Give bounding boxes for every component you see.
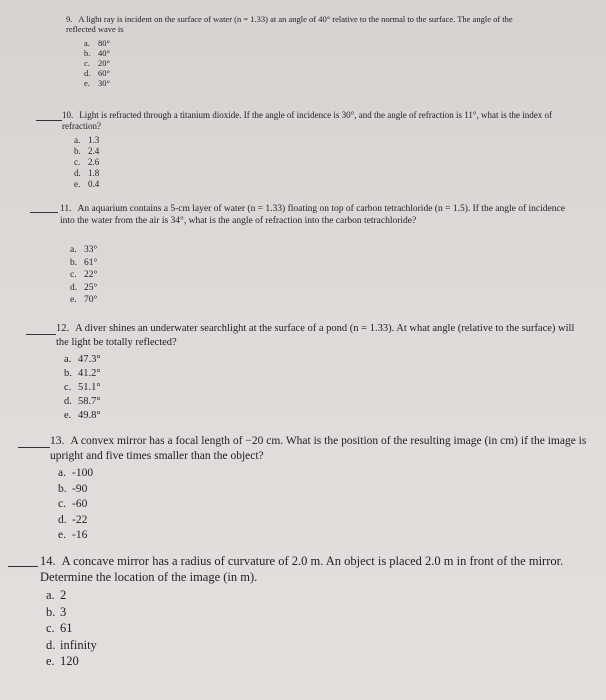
choice-b[interactable] bbox=[58, 482, 93, 498]
choice-d[interactable] bbox=[64, 395, 101, 409]
choice-c[interactable] bbox=[74, 157, 99, 168]
choice-letter: d. bbox=[70, 282, 78, 293]
question-text bbox=[50, 434, 602, 464]
choice-letter: e. bbox=[58, 529, 66, 541]
choice-a[interactable] bbox=[84, 38, 110, 48]
choice-c[interactable] bbox=[58, 497, 93, 513]
question-text bbox=[66, 14, 536, 34]
choice-list bbox=[74, 135, 99, 190]
choice-c[interactable] bbox=[46, 620, 97, 637]
choice-letter: e. bbox=[74, 179, 81, 189]
choice-letter: c. bbox=[64, 382, 72, 393]
choice-letter: a. bbox=[64, 354, 72, 365]
choice-letter: a. bbox=[84, 38, 90, 48]
choice-letter: e. bbox=[46, 654, 55, 668]
choice-value: 58.7° bbox=[78, 396, 101, 407]
choice-letter: b. bbox=[46, 604, 56, 619]
choice-letter: d. bbox=[84, 68, 91, 78]
choice-a[interactable] bbox=[70, 244, 97, 257]
choice-value: 2.6 bbox=[88, 157, 100, 167]
choice-b[interactable] bbox=[64, 367, 101, 381]
question-number: 9. bbox=[66, 14, 73, 24]
choice-value: 2.4 bbox=[88, 146, 100, 156]
choice-a[interactable] bbox=[64, 353, 101, 367]
choice-list bbox=[46, 587, 97, 670]
choice-value: -90 bbox=[72, 482, 88, 495]
choice-e[interactable] bbox=[84, 78, 110, 88]
question-body: A diver shines an underwater searchlight at the surface of a pond (n = 1.33). At what angle (relative to the surface) will the light be totally reflected? bbox=[56, 323, 575, 348]
answer-blank[interactable] bbox=[18, 447, 50, 448]
answer-blank[interactable] bbox=[36, 120, 62, 121]
question-number: 10. bbox=[62, 110, 74, 120]
question-number: 13. bbox=[50, 435, 65, 447]
question-text bbox=[62, 110, 562, 132]
choice-b[interactable] bbox=[46, 604, 97, 621]
question-text bbox=[56, 322, 586, 350]
choice-letter: c. bbox=[84, 58, 90, 68]
choice-value: 22° bbox=[84, 270, 98, 280]
choice-value: 47.3° bbox=[78, 354, 101, 365]
answer-blank[interactable] bbox=[30, 212, 58, 213]
choice-list bbox=[84, 38, 110, 88]
choice-list bbox=[58, 466, 93, 544]
choice-value: -60 bbox=[72, 498, 88, 510]
choice-value: 120 bbox=[60, 654, 79, 668]
question-body: An aquarium contains a 5-cm layer of water (n = 1.33) floating on top of carbon tetrachloride (n = 1.5). If the angle of incidence into the water from the air is 34°, what is the angle of refraction into the carbon tetrachloride? bbox=[60, 204, 565, 226]
choice-value: 1.8 bbox=[88, 168, 100, 178]
choice-list bbox=[64, 353, 101, 423]
choice-value: 0.4 bbox=[88, 179, 100, 189]
choice-value: 61 bbox=[60, 621, 73, 635]
choice-value: -22 bbox=[72, 513, 88, 526]
choice-letter: b. bbox=[84, 48, 91, 58]
choice-c[interactable] bbox=[70, 269, 97, 282]
question-body: A convex mirror has a focal length of −20 cm. What is the position of the resulting image (in cm) if the image is upright and five times smaller than the object? bbox=[50, 435, 587, 462]
choice-list bbox=[70, 244, 97, 307]
question-body: A concave mirror has a radius of curvature of 2.0 m. An object is placed 2.0 m in front of the mirror. Determine the location of the image (in m). bbox=[40, 554, 564, 584]
choice-value: 1.3 bbox=[88, 135, 100, 145]
choice-e[interactable] bbox=[70, 294, 97, 307]
choice-d[interactable] bbox=[84, 68, 110, 78]
question-text bbox=[60, 203, 580, 227]
choice-value: 33° bbox=[84, 245, 98, 255]
choice-value: infinity bbox=[60, 637, 97, 652]
choice-e[interactable] bbox=[46, 653, 97, 670]
choice-value: 2 bbox=[60, 588, 67, 602]
choice-letter: a. bbox=[74, 135, 81, 145]
choice-value: 20° bbox=[98, 58, 110, 68]
choice-value: 70° bbox=[84, 295, 98, 305]
choice-letter: b. bbox=[74, 146, 81, 156]
choice-letter: a. bbox=[70, 245, 77, 255]
choice-d[interactable] bbox=[58, 513, 93, 529]
choice-value: 41.2° bbox=[78, 368, 101, 379]
choice-letter: c. bbox=[58, 498, 66, 510]
choice-d[interactable] bbox=[74, 168, 99, 179]
choice-letter: a. bbox=[58, 467, 66, 479]
choice-value: 60° bbox=[98, 68, 110, 78]
choice-letter: b. bbox=[58, 482, 67, 495]
choice-a[interactable] bbox=[46, 587, 97, 604]
choice-value: 3 bbox=[60, 604, 67, 619]
question-number: 12. bbox=[56, 323, 70, 334]
choice-value: 30° bbox=[98, 78, 110, 88]
question-number: 11. bbox=[60, 204, 72, 214]
choice-value: -100 bbox=[72, 467, 94, 479]
choice-letter: d. bbox=[46, 637, 56, 652]
choice-a[interactable] bbox=[74, 135, 99, 146]
question-number: 14. bbox=[40, 554, 56, 568]
choice-letter: d. bbox=[58, 513, 67, 526]
answer-blank[interactable] bbox=[8, 566, 38, 567]
choice-d[interactable] bbox=[46, 637, 97, 654]
choice-a[interactable] bbox=[58, 466, 93, 482]
choice-value: 49.8° bbox=[78, 410, 101, 421]
choice-letter: e. bbox=[84, 78, 90, 88]
choice-letter: d. bbox=[64, 396, 72, 407]
choice-value: -16 bbox=[72, 529, 88, 541]
choice-e[interactable] bbox=[58, 528, 93, 544]
choice-e[interactable] bbox=[64, 409, 101, 423]
choice-letter: d. bbox=[74, 168, 81, 178]
choice-letter: c. bbox=[74, 157, 81, 167]
question-text bbox=[40, 553, 600, 585]
choice-letter: b. bbox=[70, 257, 78, 268]
choice-letter: c. bbox=[70, 270, 77, 280]
choice-e[interactable] bbox=[74, 179, 99, 190]
question-body: Light is refracted through a titanium dioxide. If the angle of incidence is 30°, and the angle of refraction is 11°, what is the index of refraction? bbox=[62, 110, 552, 131]
choice-letter: c. bbox=[46, 621, 55, 635]
answer-blank[interactable] bbox=[26, 334, 56, 335]
choice-d[interactable] bbox=[70, 282, 97, 295]
choice-letter: a. bbox=[46, 588, 55, 602]
choice-b[interactable] bbox=[70, 257, 97, 270]
question-body: A light ray is incident on the surface of water (n = 1.33) at an angle of 40° relative to the normal to the surface. The angle of the reflected wave is bbox=[66, 14, 513, 34]
choice-value: 51.1° bbox=[78, 382, 101, 393]
choice-value: 40° bbox=[98, 48, 110, 58]
choice-value: 61° bbox=[84, 257, 98, 268]
choice-letter: e. bbox=[70, 295, 77, 305]
choice-letter: b. bbox=[64, 368, 72, 379]
choice-letter: e. bbox=[64, 410, 72, 421]
choice-c[interactable] bbox=[64, 381, 101, 395]
choice-b[interactable] bbox=[84, 48, 110, 58]
choice-value: 25° bbox=[84, 282, 98, 293]
choice-c[interactable] bbox=[84, 58, 110, 68]
choice-value: 80° bbox=[98, 38, 110, 48]
choice-b[interactable] bbox=[74, 146, 99, 157]
